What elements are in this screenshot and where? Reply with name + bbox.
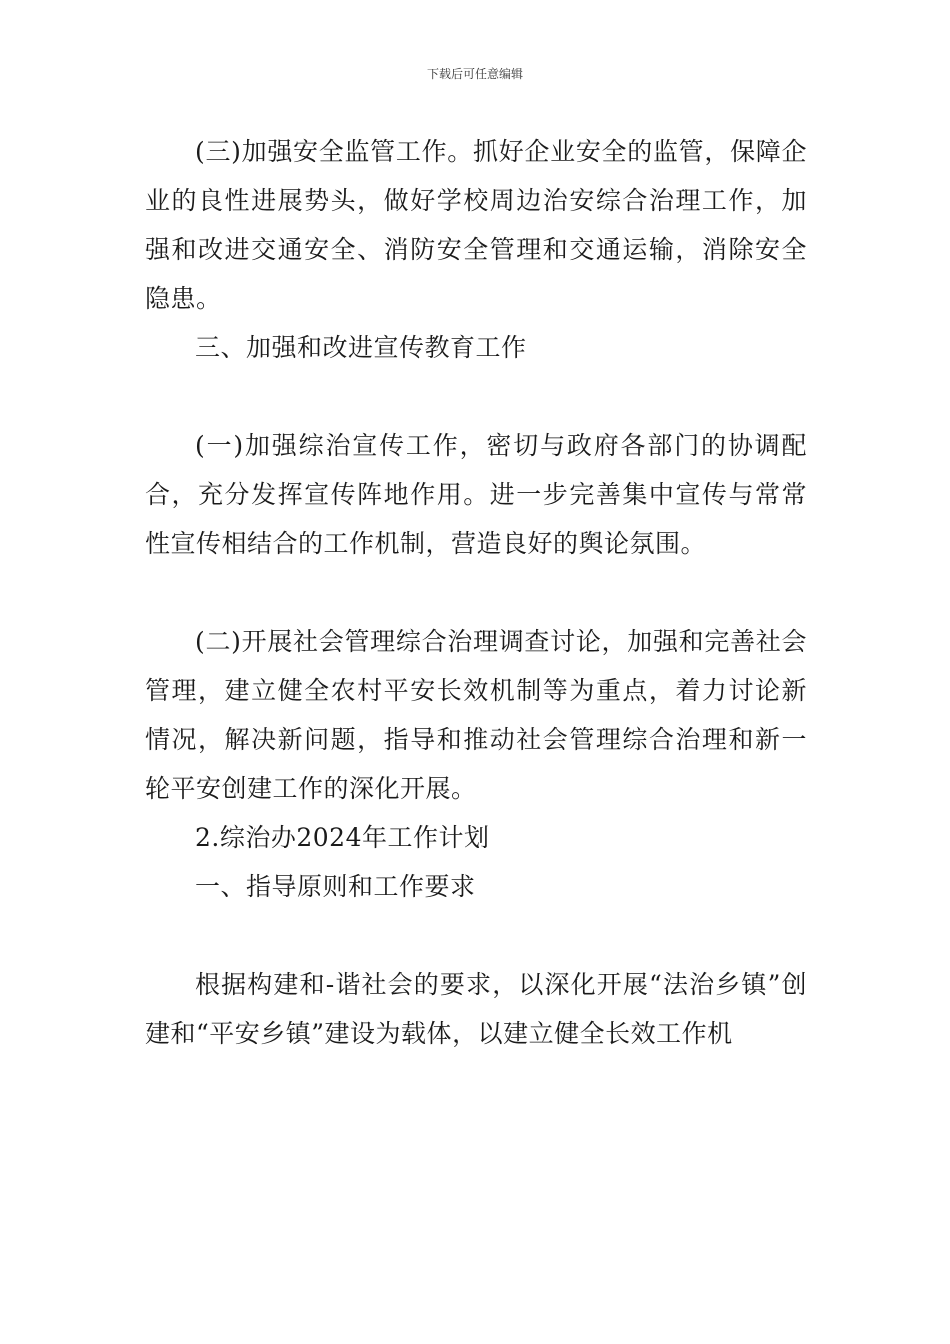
section-heading-principles: 一、指导原则和工作要求 <box>195 872 476 901</box>
paragraph-publicity-work: (一)加强综治宣传工作，密切与政府各部门的协调配合，充分发挥宣传阵地作用。进一步完善集中宣传与常常性宣传相结合的工作机制，营造良好的舆论氛围。 <box>145 431 807 558</box>
paragraph-social-management: (二)开展社会管理综合治理调查讨论，加强和完善社会管理，建立健全农村平安长效机制等为重点，着力讨论新情况，解决新问题，指导和推动社会管理综合治理和新一轮平安创建工作的深化开展。 <box>145 627 807 803</box>
page-header-note: 下载后可任意编辑 <box>426 67 523 81</box>
section-heading-publicity: 三、加强和改进宣传教育工作 <box>195 333 527 362</box>
document-title-work-plan: 2.综治办2024年工作计划 <box>195 823 490 852</box>
paragraph-safety-supervision: (三)加强安全监管工作。抓好企业安全的监管，保障企业的良性进展势头，做好学校周边治安综合治理工作，加强和改进交通安全、消防安全管理和交通运输，消除安全隐患。 <box>145 137 807 313</box>
document-body <box>145 127 807 1058</box>
paragraph-principles: 根据构建和-谐社会的要求，以深化开展“法治乡镇”创建和“平安乡镇”建设为载体，以建立健全长效工作机 <box>145 970 807 1048</box>
